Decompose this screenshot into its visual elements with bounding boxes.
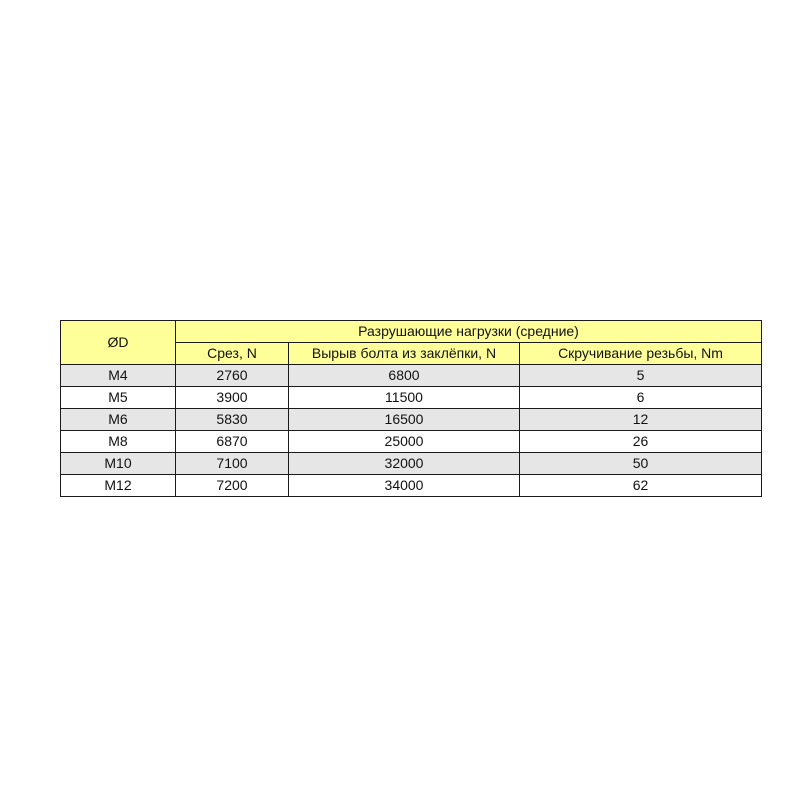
pullout-cell: 6800: [289, 365, 520, 387]
torque-cell: 12: [520, 409, 762, 431]
torque-cell: 26: [520, 431, 762, 453]
size-cell: M4: [61, 365, 176, 387]
pullout-cell: 16500: [289, 409, 520, 431]
shear-cell: 7200: [176, 475, 289, 497]
pullout-cell: 32000: [289, 453, 520, 475]
table-row: [61, 387, 762, 409]
size-cell: M12: [61, 475, 176, 497]
shear-cell: 6870: [176, 431, 289, 453]
size-cell: M5: [61, 387, 176, 409]
pullout-column-header: Вырыв болта из заклёпки, N: [289, 343, 520, 365]
shear-column-header: Срез, N: [176, 343, 289, 365]
pullout-cell: 11500: [289, 387, 520, 409]
diameter-column-header: ØD: [61, 321, 176, 365]
torque-cell: 50: [520, 453, 762, 475]
size-cell: M6: [61, 409, 176, 431]
table-row: [61, 475, 762, 497]
table-row: [61, 365, 762, 387]
torque-cell: 6: [520, 387, 762, 409]
shear-cell: 7100: [176, 453, 289, 475]
breaking-loads-group-header: Разрушающие нагрузки (средние): [176, 321, 762, 343]
table-row: [61, 453, 762, 475]
torque-column-header: Скручивание резьбы, Nm: [520, 343, 762, 365]
pullout-cell: 34000: [289, 475, 520, 497]
shear-cell: 5830: [176, 409, 289, 431]
shear-cell: 3900: [176, 387, 289, 409]
pullout-cell: 25000: [289, 431, 520, 453]
table-header-row: [61, 321, 762, 343]
table-row: [61, 431, 762, 453]
torque-cell: 5: [520, 365, 762, 387]
shear-cell: 2760: [176, 365, 289, 387]
table-row: [61, 409, 762, 431]
size-cell: M10: [61, 453, 176, 475]
torque-cell: 62: [520, 475, 762, 497]
breaking-loads-table: [60, 320, 762, 497]
size-cell: M8: [61, 431, 176, 453]
